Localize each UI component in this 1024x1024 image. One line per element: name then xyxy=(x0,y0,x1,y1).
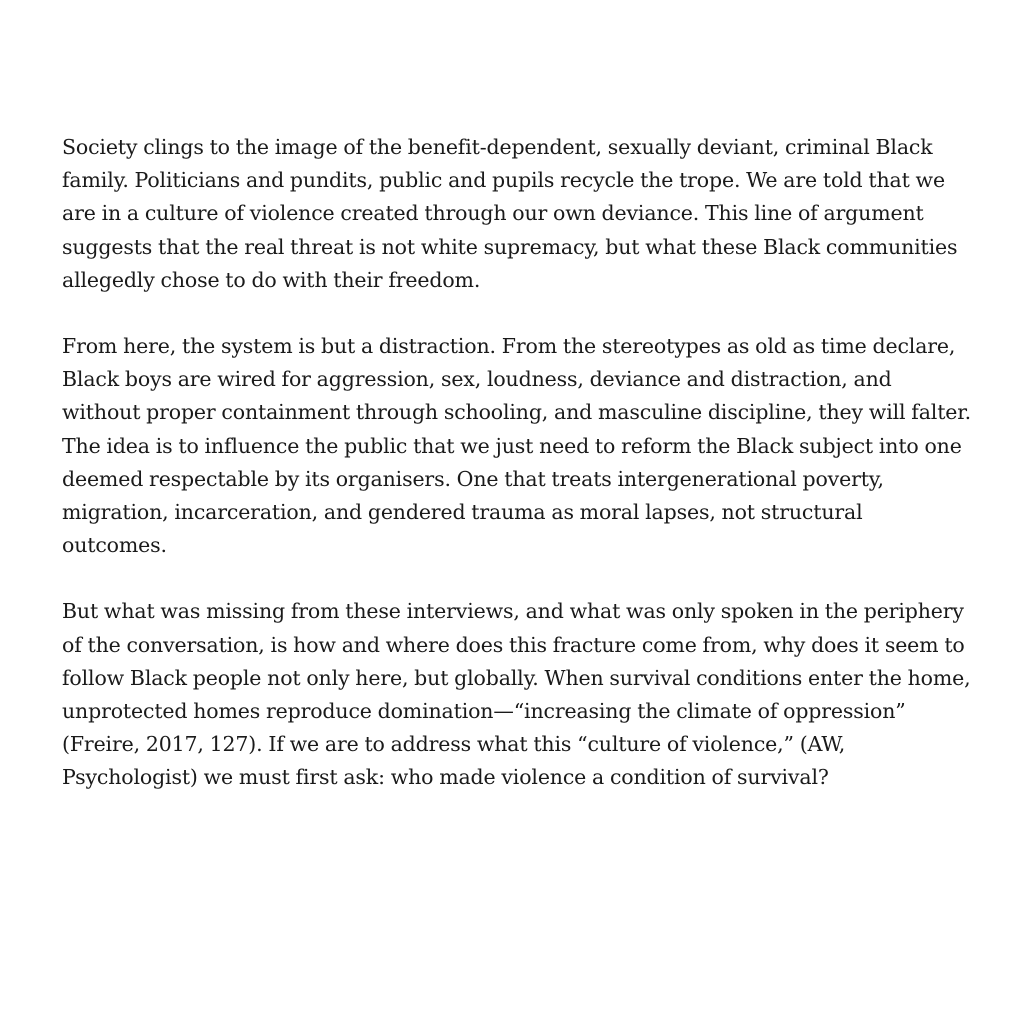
paragraph-1: Society clings to the image of the benefit-dependent, sexually deviant, criminal Black family. Politicians and pundits, public and pupils recycle the trope. We are told that we are in a culture of violence created through our own deviance. This line of argument suggests that the real threat is not white supremacy, but what these Black communities allegedly chose to do with their freedom. xyxy=(62,135,958,292)
paragraph-2: From here, the system is but a distraction. From the stereotypes as old as time declare, Black boys are wired for aggression, sex, loudness, deviance and distraction, and without proper containment through schooling, and masculine discipline, they will falter. The idea is to influence the public that we just need to reform the Black subject into one deemed respectable by its organisers. One that treats intergenerational poverty, migration, incarceration, and gendered trauma as moral lapses, not structural outcomes. xyxy=(62,334,972,558)
paragraph-3: But what was missing from these interviews, and what was only spoken in the periphery of the conversation, is how and where does this fracture come from, why does it seem to follow Black people not only here, but globally. When survival conditions enter the home, unprotected homes reproduce domination—“increasing the climate of oppression” (Freire, 2017, 127). If we are to address what this “culture of violence,” (AW, Psychologist) we must first ask: who made violence a condition of survival? xyxy=(62,599,971,790)
